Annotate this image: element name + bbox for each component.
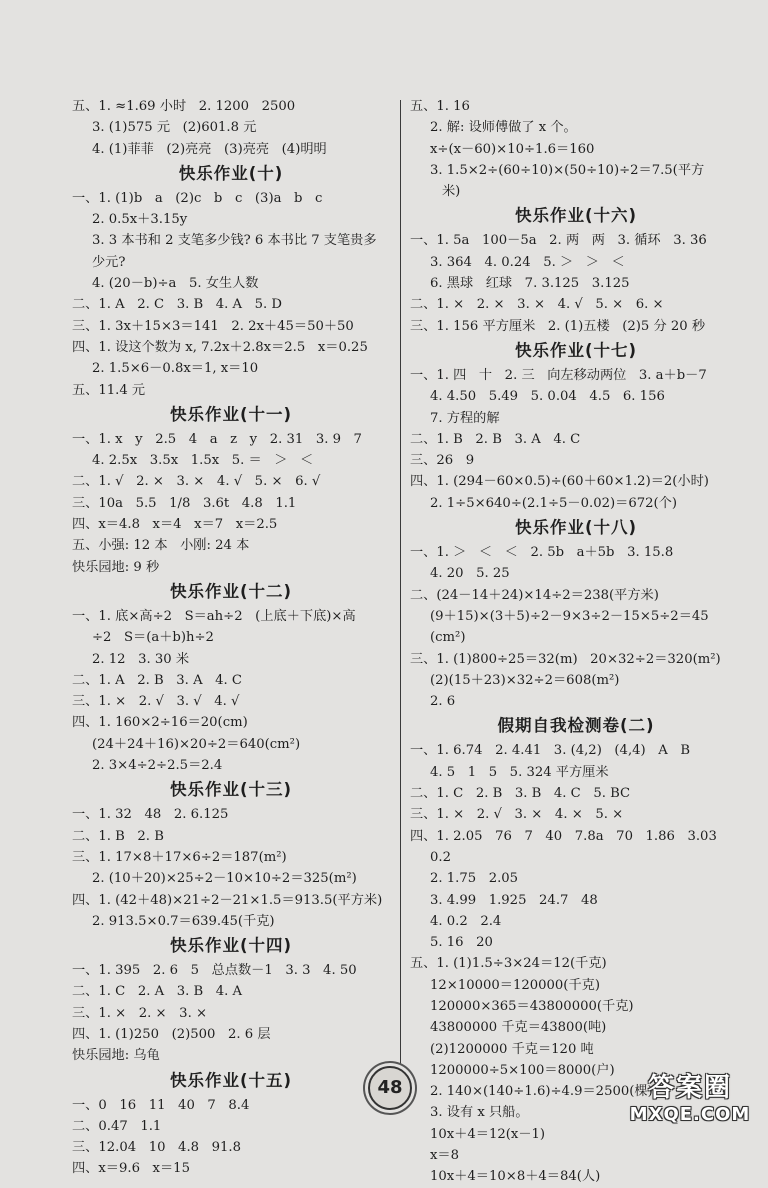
answer-line: (cm²) [430,630,466,646]
answer-line: 四、1. 设这个数为 x, 7.2x＋2.8x＝2.5 x＝0.25 [72,339,368,355]
answer-line: 一、1. 底×高÷2 S＝ah÷2 (上底＋下底)×高 [72,608,356,624]
answer-line: (2)1200000 千克＝120 吨 [430,1041,594,1057]
answer-line: 二、0.47 1.1 [72,1118,162,1134]
answer-line: 三、1. × 2. √ 3. √ 4. √ [72,694,240,710]
answer-line: 12×10000＝120000(千克) [430,977,600,993]
section-heading: 假期自我检测卷(二) [497,716,655,736]
answer-line: ÷2 S＝(a＋b)h÷2 [92,630,214,646]
answer-line: 一、1. 5a 100－5a 2. 两 两 3. 循环 3. 3̇6̇ [410,233,707,249]
right-column [410,96,742,1188]
answer-line: 四、1. 160×2÷16＝20(cm) [72,715,248,731]
answer-line: 3. 1.5×2÷(60÷10)×(50÷10)÷2＝7.5(平方 [430,162,705,178]
answer-line: 4. (1)菲菲 (2)亮亮 (3)亮亮 (4)明明 [92,141,327,157]
answer-line: 五、1. (1)1.5÷3×24＝12(千克) [410,956,607,972]
answer-line: 三、1. (1)800÷25＝32(m) 20×32÷2＝320(m²) [410,651,721,667]
answer-line: 三、26 9 [410,453,475,469]
answer-line: 4. 2.5x 3.5x 1.5x 5. ＝ ＞ ＜ [92,453,314,469]
answer-line: 快乐园地: 乌龟 [72,1048,160,1064]
answer-line: 4. (20－b)÷a 5. 女生人数 [92,276,259,292]
answer-line: 2. 140×(140÷1.6)÷4.9＝2500(棵) [430,1084,653,1100]
answer-line: 2. 3×4÷2÷2.5＝2.4 [92,758,223,774]
answer-line: 1200000÷5×100＝8000(户) [430,1062,615,1078]
answer-line: (9＋15)×(3＋5)÷2－9×3÷2－15×5÷2＝45 [430,608,709,624]
answer-line: 三、10a 5.5 1/8 3.6t 4.8 1.1 [72,495,297,511]
answer-line: 4. 20 5. 25 [430,566,510,582]
answer-line: 一、1. x y 2.5 4 a z y 2. 31 3. 9 7 [72,431,362,447]
section-heading: 快乐作业(十一) [169,404,293,424]
section-heading: 快乐作业(十六) [514,206,638,226]
answer-line: 一、1. 32 48 2. 6.125 [72,807,229,823]
answer-line: 3. 364 4. 0.24 5. ＞ ＞ ＜ [430,254,625,270]
answer-line: 三、1. 3x＋15×3＝141 2. 2x＋45＝50＋50 [72,318,354,334]
answer-line: 三、1. 156 平方厘米 2. (1)五楼 (2)5 分 20 秒 [410,318,706,334]
answer-line: 五、小强: 12 本 小刚: 24 本 [72,538,250,554]
answer-line: 三、1. × 2. √ 3. × 4. × 5. × [410,807,624,823]
section-heading: 快乐作业(十) [178,163,284,183]
answer-line: 2. 1.75 2.05 [430,871,519,887]
answer-line: 五、1. 16 [410,99,470,114]
section-heading: 快乐作业(十七) [514,340,638,360]
answer-line: 5. 16 20 [430,935,493,951]
answer-line: 五、11.4 元 [72,382,146,398]
answer-line: 4. 5 1 5 5. 324 平方厘米 [430,764,609,780]
answer-line: 三、1. × 2. × 3. × [72,1005,207,1021]
answer-line: 2. 1.5×6－0.8x＝1, x＝10 [92,361,259,377]
answer-line: 一、1. 395 2. 6 5 总点数－1 3. 3 4. 50 [72,963,357,979]
answer-line: 3. 设有 x 只船。 [430,1105,529,1121]
page-number: 48 [368,1066,412,1110]
answer-line: 2. 12 3. 30 米 [92,651,190,667]
answer-line: 三、1. 17×8＋17×6÷2＝187(m²) [72,849,287,865]
answer-line: 二、1. C 2. A 3. B 4. A [72,984,243,1000]
section-heading: 快乐作业(十三) [169,780,293,800]
answer-line: 2. 解: 设师傅做了 x 个。 [430,120,577,136]
answer-line: 二、1. B 2. B [72,828,164,844]
answer-line: 米) [442,184,461,200]
section-heading: 快乐作业(十四) [169,936,293,956]
answer-line: 二、1. A 2. C 3. B 4. A 5. D [72,297,282,313]
answer-line: x＝8 [430,1148,460,1164]
answer-line: 二、1. × 2. × 3. × 4. √ 5. × 6. × [410,297,664,313]
answer-line: 2. 913.5×0.7＝639.45(千克) [92,913,275,929]
answer-line: 0.2 [430,849,451,865]
answer-line: 2. 0.5x＋3.15y [92,212,188,228]
answer-line: 二、1. A 2. B 3. A 4. C [72,672,243,688]
answer-line: 4. 0.2 2.4 [430,913,502,929]
answer-line: 四、1. (42＋48)×21÷2－21×1.5＝913.5(平方米) [72,892,383,908]
answer-line: 一、1. (1)b a (2)c b c (3)a b c [72,190,323,206]
left-column [72,96,390,1180]
answer-line: (2)(15＋23)×32÷2＝608(m²) [430,672,620,688]
answer-line: 一、1. ＞ ＜ ＜ 2. 5b a＋5b 3. 15.8 [410,545,674,561]
watermark-title: 答案圈 [647,1073,732,1103]
answer-line: 快乐园地: 9 秒 [72,559,160,575]
answer-line: 少元? [92,254,126,270]
section-heading: 快乐作业(十五) [169,1070,293,1090]
section-heading: 快乐作业(十二) [169,581,293,601]
answer-line: 7. 方程的解 [430,410,500,426]
watermark-logo [620,1072,760,1134]
answer-line: 6. 黑球 红球 7. 3.125 3.125 [430,276,630,292]
watermark-url: MXQE.COM [629,1104,751,1125]
answer-line: 2. 6 [430,694,456,710]
answer-line: 3. 4.99 1.925 24.7 48 [430,892,598,908]
answer-line: 二、1. C 2. B 3. B 4. C 5. BC [410,786,631,802]
answer-line: 4. 4.50 5.49 5. 0.04 4.5 6. 156 [430,389,665,405]
column-divider [400,100,401,1068]
answer-line: x÷(x－60)×10÷1.6＝160 [430,141,595,157]
answer-line: 一、1. 四 十 2. 三 向左移动两位 3. a＋b－7 [410,367,707,383]
answer-line: 43800000 千克＝43800(吨) [430,1020,607,1036]
answer-line: 2. (10＋20)×25÷2－10×10÷2＝325(m²) [92,871,357,887]
answer-line: 四、x＝4.8 x＝4 x＝7 x＝2.5 [72,517,278,533]
answer-line: 10x＋4＝10×8＋4＝84(人) [430,1169,601,1185]
answer-line: 四、1. (1)250 (2)500 2. 6 层 [72,1026,271,1042]
answer-line: 二、1. √ 2. × 3. × 4. √ 5. × 6. √ [72,474,321,490]
answer-line: 三、12.04 10 4.8 91.8 [72,1140,241,1156]
answer-line: (24＋24＋16)×20÷2＝640(cm²) [92,736,301,752]
answer-line: 四、x＝9.6 x＝15 [72,1161,190,1177]
answer-line: 3. 3 本书和 2 支笔多少钱? 6 本书比 7 支笔贵多 [92,233,377,249]
answer-line: 2. 1÷5×640÷(2.1÷5－0.02)＝672(个) [430,495,677,511]
answer-line: 四、1. (294－60×0.5)÷(60＋60×1.2)＝2(小时) [410,474,709,490]
answer-line: 一、1. 6.74 2. 4.41 3. (4,2) (4,4) A B [410,743,691,759]
answer-line: 二、(24－14＋24)×14÷2＝238(平方米) [410,587,659,603]
answer-line: 二、1. B 2. B 3. A 4. C [410,431,581,447]
section-heading: 快乐作业(十八) [514,518,638,538]
answer-line: 四、1. 2.05 76 7 40 7.8a 70 1.86 3.03 [410,828,717,844]
answer-line: 3. (1)575 元 (2)601.8 元 [92,120,257,136]
answer-line: 120000×365＝43800000(千克) [430,998,634,1014]
answer-line: 10x＋4＝12(x－1) [430,1126,546,1142]
answer-line: 一、0 16 11 40 7 8.4 [72,1097,250,1113]
answer-line: 五、1. ≈1.69 小时 2. 1200 2500 [72,99,296,114]
